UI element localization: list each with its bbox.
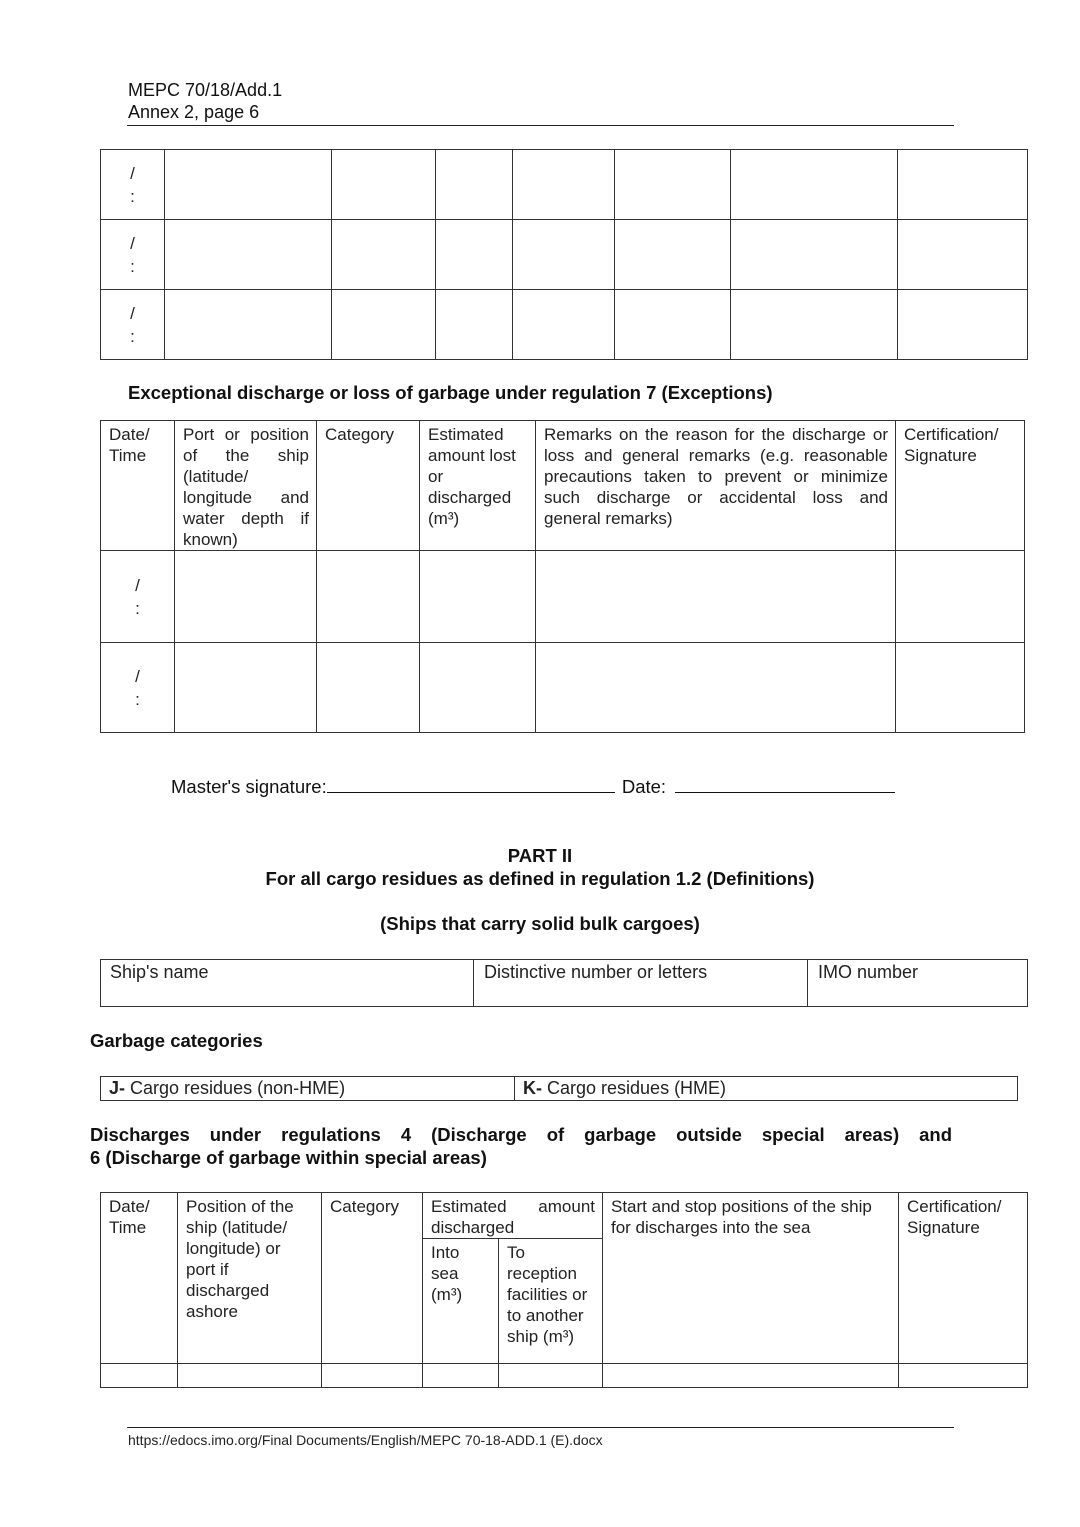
table-cell[interactable] — [420, 643, 536, 733]
table-cell[interactable] — [615, 220, 731, 290]
exceptional-discharge-table — [100, 420, 1025, 733]
footer-path: https://edocs.imo.org/Final Documents/English/MEPC 70-18-ADD.1 (E).docx — [128, 1432, 603, 1448]
table-cell[interactable] — [178, 1364, 322, 1388]
col-header-date-time: Date/ Time — [101, 421, 175, 551]
category-label: Cargo residues (non-HME) — [125, 1078, 346, 1098]
discharges-heading-line1: Discharges under regulations 4 (Discharge of garbage outside special areas) and — [90, 1124, 952, 1145]
table-cell[interactable] — [898, 150, 1028, 220]
table-cell[interactable] — [896, 643, 1025, 733]
table-cell[interactable] — [101, 1364, 178, 1388]
category-label: Cargo residues (HME) — [542, 1078, 727, 1098]
distinctive-number-label: Distinctive number or letters — [484, 962, 708, 982]
footer-rule — [127, 1427, 954, 1428]
ship-info-table — [100, 959, 1028, 1007]
time-colon: : — [135, 689, 140, 709]
table-cell[interactable] — [332, 220, 436, 290]
category-code: K- — [523, 1078, 542, 1098]
col-header-estimated-amount: Estimated amount lost or discharged (m³) — [420, 421, 536, 551]
date-time-cell[interactable] — [101, 220, 165, 290]
table-cell[interactable] — [615, 150, 731, 220]
table-cell[interactable] — [731, 150, 898, 220]
master-signature-field[interactable] — [327, 792, 615, 793]
table-row — [101, 1364, 1028, 1388]
table-row — [101, 220, 1028, 290]
table-cell[interactable] — [165, 290, 332, 360]
col-header-category: Category — [317, 421, 420, 551]
garbage-categories-table — [100, 1076, 1018, 1101]
table-cell[interactable] — [420, 551, 536, 643]
table-cell[interactable] — [436, 220, 513, 290]
table-cell[interactable] — [436, 290, 513, 360]
ship-name-field[interactable] — [101, 960, 474, 1007]
garbage-categories-heading: Garbage categories — [90, 1030, 263, 1051]
table-header-row — [101, 1193, 1028, 1239]
col-header-certification: Certification/ Signature — [899, 1193, 1028, 1364]
part-title: PART II — [507, 845, 573, 866]
table-cell[interactable] — [322, 1364, 423, 1388]
table-row — [101, 643, 1025, 733]
time-colon: : — [135, 598, 140, 618]
table-cell[interactable] — [513, 220, 615, 290]
table-cell[interactable] — [165, 150, 332, 220]
table-cell[interactable] — [603, 1364, 899, 1388]
col-header-estimated-amount: Estimated amount discharged — [423, 1193, 603, 1239]
document-reference: MEPC 70/18/Add.1 — [128, 80, 283, 100]
time-colon: : — [130, 256, 135, 276]
col-header-position: Position of the ship (latitude/ longitude) or port if discharged ashore — [178, 1193, 322, 1364]
date-time-cell[interactable] — [101, 643, 175, 733]
signature-line — [171, 776, 895, 798]
table-cell[interactable] — [899, 1364, 1028, 1388]
imo-number-field[interactable] — [808, 960, 1028, 1007]
date-time-cell[interactable] — [101, 150, 165, 220]
table-cell[interactable] — [896, 551, 1025, 643]
master-signature-label: Master's signature: — [171, 776, 327, 797]
ship-type-note: (Ships that carry solid bulk cargoes) — [380, 913, 700, 934]
table-cell[interactable] — [615, 290, 731, 360]
table-cell[interactable] — [536, 643, 896, 733]
date-label: Date: — [621, 776, 667, 797]
table-cell[interactable] — [499, 1364, 603, 1388]
table-cell[interactable] — [898, 290, 1028, 360]
table-cell[interactable] — [317, 551, 420, 643]
discharges-heading-line2: 6 (Discharge of garbage within special areas) — [90, 1147, 487, 1168]
col-header-certification: Certification/ Signature — [896, 421, 1025, 551]
table-cell[interactable] — [332, 290, 436, 360]
exceptional-discharge-heading: Exceptional discharge or loss of garbage under regulation 7 (Exceptions) — [128, 382, 773, 403]
table-cell[interactable] — [165, 220, 332, 290]
table-cell[interactable] — [317, 643, 420, 733]
header-rule — [127, 125, 954, 126]
date-time-cell[interactable] — [101, 551, 175, 643]
table-cell[interactable] — [175, 643, 317, 733]
date-slash: / — [130, 163, 135, 183]
date-slash: / — [130, 303, 135, 323]
category-k — [515, 1077, 1018, 1101]
table-row — [101, 960, 1028, 1007]
discharges-table — [100, 1192, 1028, 1388]
table-header-row — [101, 421, 1025, 551]
table-row — [101, 1077, 1018, 1101]
table-cell[interactable] — [332, 150, 436, 220]
table-cell[interactable] — [513, 290, 615, 360]
date-slash: / — [135, 666, 140, 686]
date-slash: / — [135, 575, 140, 595]
date-time-cell[interactable] — [101, 290, 165, 360]
time-colon: : — [130, 326, 135, 346]
time-colon: : — [130, 186, 135, 206]
col-header-category: Category — [322, 1193, 423, 1364]
distinctive-number-field[interactable] — [474, 960, 808, 1007]
col-header-to-reception: To reception facilities or to another ship (m³) — [499, 1239, 603, 1364]
ship-name-label: Ship's name — [110, 962, 209, 982]
table-row — [101, 150, 1028, 220]
category-j — [101, 1077, 515, 1101]
col-header-start-stop: Start and stop positions of the ship for discharges into the sea — [603, 1193, 899, 1364]
col-header-into-sea: Into sea (m³) — [423, 1239, 499, 1364]
table-row — [101, 290, 1028, 360]
date-slash: / — [130, 233, 135, 253]
table-cell[interactable] — [423, 1364, 499, 1388]
col-header-date-time: Date/ Time — [101, 1193, 178, 1364]
category-code: J- — [109, 1078, 126, 1098]
imo-number-label: IMO number — [818, 962, 919, 982]
table-row — [101, 551, 1025, 643]
table-cell[interactable] — [436, 150, 513, 220]
date-field[interactable] — [675, 792, 895, 793]
col-header-port-position: Port or position of the ship (latitude/ longitude and water depth if known) — [175, 421, 317, 551]
table-cell[interactable] — [731, 220, 898, 290]
col-header-remarks: Remarks on the reason for the discharge or loss and general remarks (e.g. reasonable precautions taken to prevent or minimize such discharge or accidental loss and general remarks) — [536, 421, 896, 551]
table-cell[interactable] — [536, 551, 896, 643]
table-cell[interactable] — [731, 290, 898, 360]
table-cell[interactable] — [513, 150, 615, 220]
annex-page: Annex 2, page 6 — [128, 102, 260, 122]
table-cell[interactable] — [175, 551, 317, 643]
continuation-table — [100, 149, 1028, 360]
table-cell[interactable] — [898, 220, 1028, 290]
part-subtitle: For all cargo residues as defined in regulation 1.2 (Definitions) — [265, 868, 815, 889]
